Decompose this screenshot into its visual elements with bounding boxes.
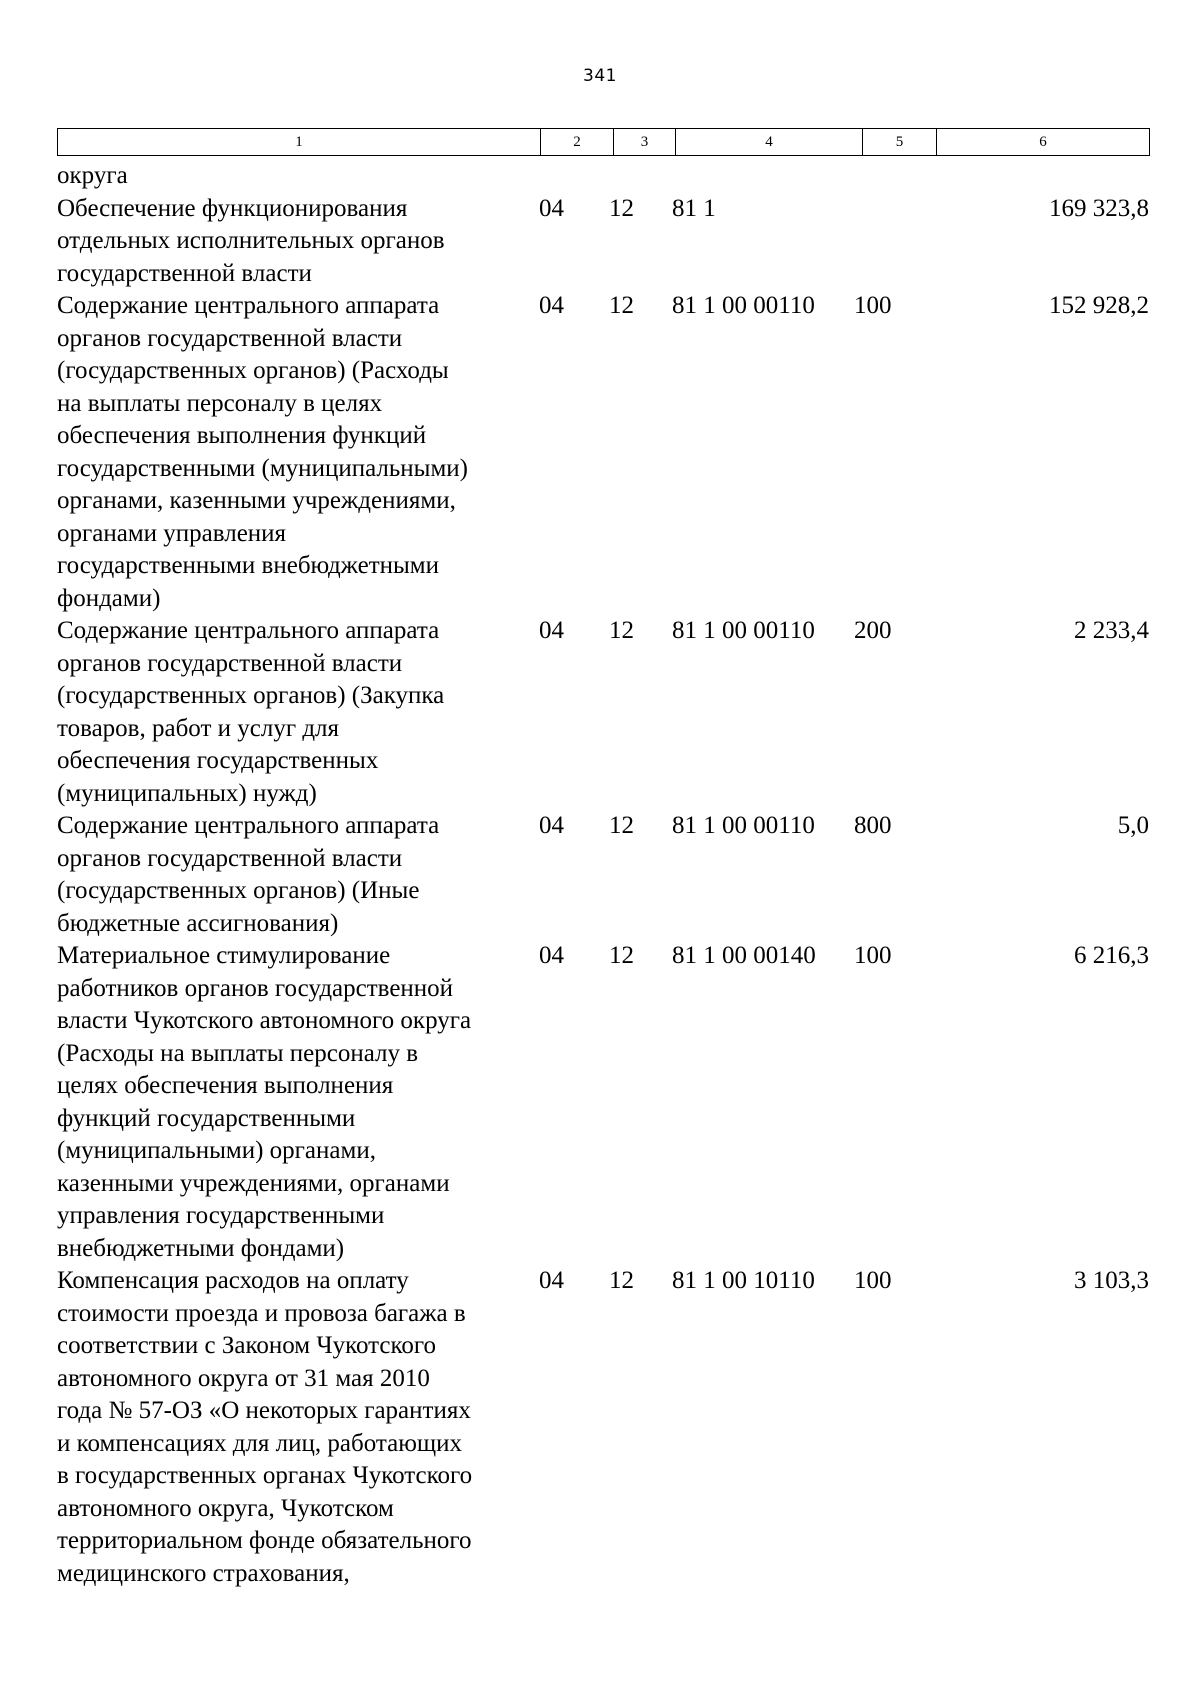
column-header-6: 6 [937,129,1150,156]
row-target-article: 81 1 00 00110 [672,617,815,644]
page-number: 341 [583,66,617,86]
table-row [57,810,1149,940]
row-subsection-code: 12 [609,194,634,222]
row-expense-type: 100 [854,1267,892,1294]
row-section-code: 04 [539,812,564,839]
row-subsection-code: 12 [609,942,634,969]
row-description: Обеспечение функционирования отдельных исполнительных органов государственной власти [57,194,445,287]
column-header-5: 5 [863,129,937,156]
row-expense-type: 100 [854,292,892,319]
row-description: Материальное стимулирование работников органов государственной власти Чукотского автономного округа (Расходы на выплаты персоналу в целях обеспечения выполнения функций государственными (муниципальными) органами, казенными учреждениями, органами управления государственными внебюджетными фондами) [57,942,472,1262]
row-amount: 152 928,2 [1049,292,1149,319]
row-description: Компенсация расходов на оплату стоимости проезда и провоза багажа в соответствии с Законом Чукотского автономного округа от 31 мая 2010 года № 57-ОЗ «О некоторых гарантиях и компенсациях для лиц, работающих в государственных органах Чукотского автономного округа, Чукотском территориальном фонде обязательного медицинского страхования, [57,1267,473,1587]
row-description: Содержание центрального аппарата органов государственной власти (государственных органов) (Закупка товаров, работ и услуг для обеспечения государственных (муниципальных) нужд) [57,617,445,807]
table-row [57,1265,1149,1590]
column-header-1: 1 [58,129,541,156]
row-section-code: 04 [539,1267,564,1294]
row-description: Содержание центрального аппарата органов государственной власти (государственных органов) (Иные бюджетные ассигнования) [57,812,440,937]
table-row [57,615,1149,810]
table-body [57,160,1149,1590]
row-section-code: 04 [539,292,564,319]
row-section-code: 04 [539,942,564,969]
table-row [57,160,1149,193]
row-target-article: 81 1 00 00110 [672,812,815,839]
column-header-3: 3 [614,129,676,156]
row-expense-type: 200 [854,617,892,644]
row-description: Содержание центрального аппарата органов государственной власти (государственных органов) (Расходы на выплаты персоналу в целях обеспечения выполнения функций государственными (муниципальными) органами, казенными учреждениями, органами управления государственными внебюджетными фондами) [57,292,468,612]
column-header-table [57,128,1150,156]
table-row [57,193,1149,291]
row-description: округа [57,162,128,189]
column-header-4: 4 [676,129,863,156]
row-amount: 169 323,8 [1049,194,1149,222]
row-amount: 5,0 [1117,812,1149,839]
column-header-row [58,129,1150,156]
row-subsection-code: 12 [609,617,634,644]
table-row [57,290,1149,615]
row-expense-type: 800 [854,812,892,839]
table-row [57,940,1149,1265]
column-header-2: 2 [541,129,614,156]
row-subsection-code: 12 [609,812,634,839]
row-amount: 2 233,4 [1074,617,1149,644]
row-expense-type: 100 [854,942,892,969]
row-subsection-code: 12 [609,1267,634,1294]
row-target-article: 81 1 00 10110 [672,1267,815,1294]
row-amount: 3 103,3 [1074,1267,1149,1294]
row-target-article: 81 1 00 00110 [672,292,815,319]
row-section-code: 04 [539,194,564,222]
row-amount: 6 216,3 [1074,942,1149,969]
row-target-article: 81 1 [672,194,716,222]
row-section-code: 04 [539,617,564,644]
row-subsection-code: 12 [609,292,634,319]
row-target-article: 81 1 00 00140 [672,942,816,969]
